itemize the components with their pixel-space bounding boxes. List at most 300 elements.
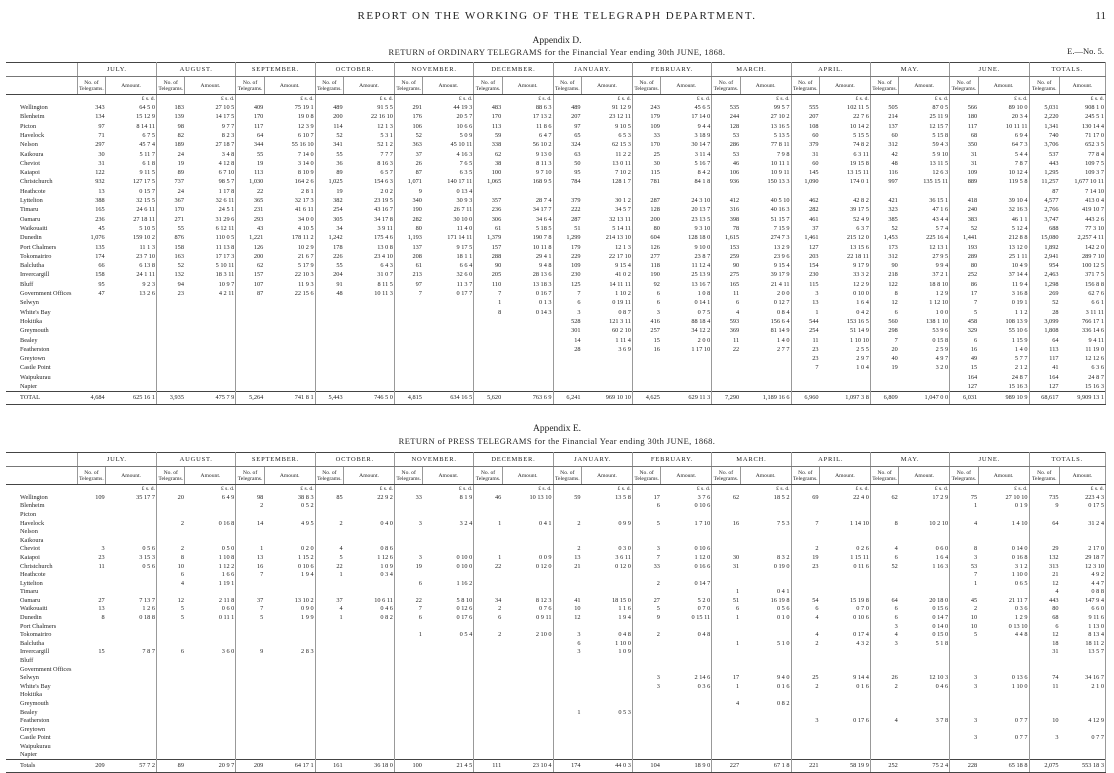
count-cell: 781 xyxy=(650,178,660,186)
amount-cell xyxy=(502,622,553,631)
amount-cell xyxy=(661,570,712,579)
station-name: Bluff xyxy=(20,280,34,288)
count-cell: 350 xyxy=(967,141,978,149)
count-cell: 37 xyxy=(415,150,422,158)
amount-cell: 6 5 7 xyxy=(344,168,395,177)
amount-cell: 6 3 6 xyxy=(1060,363,1106,372)
count-cell: 3 xyxy=(815,717,819,725)
amount-cell xyxy=(661,742,712,751)
count-column-header: No. of Telegrams. xyxy=(553,77,581,95)
amount-cell: 0 19 11 xyxy=(582,298,633,307)
count-cell: 116 xyxy=(888,169,898,177)
units-label: £ s. d. xyxy=(661,485,712,494)
count-cell: 3 xyxy=(815,290,819,298)
count-cell: 22 xyxy=(257,187,264,195)
total-count-cell: 6,809 xyxy=(870,391,898,404)
count-cell xyxy=(791,588,819,597)
amount-cell: 0 17 6 xyxy=(820,716,871,725)
station-name: Nelson xyxy=(20,141,38,149)
amount-cell: 0 15 6 xyxy=(899,605,950,614)
amount-cell: 55 10 6 xyxy=(978,326,1029,335)
count-cell xyxy=(791,373,819,382)
count-cell: 113 xyxy=(254,169,264,177)
count-cell xyxy=(870,536,898,545)
units-label: £ s. d. xyxy=(344,95,395,104)
amount-cell: 12 15 7 xyxy=(899,122,950,131)
amount-cell: 13 2 9 xyxy=(740,242,791,251)
count-cell: 207 xyxy=(809,113,819,121)
amount-cell: 0 15 0 xyxy=(899,631,950,640)
amount-cell: 154 6 3 xyxy=(344,177,395,186)
count-cell: 52 xyxy=(891,224,898,232)
amount-cell: 34 12 2 xyxy=(661,326,712,335)
count-cell: 2,463 xyxy=(1044,271,1059,279)
amount-cell: 10 11 8 xyxy=(502,242,553,251)
count-cell xyxy=(474,691,502,700)
count-cell: 5 xyxy=(180,614,184,622)
amount-cell xyxy=(423,725,474,734)
count-cell xyxy=(474,751,502,760)
amount-cell xyxy=(185,691,236,700)
amount-cell: 0 17 5 xyxy=(1060,502,1106,511)
count-cell: 64 xyxy=(1052,336,1059,344)
total-count-cell: 7,290 xyxy=(712,391,740,404)
amount-cell: 1 12 10 xyxy=(899,298,950,307)
count-cell: 64 xyxy=(891,596,898,604)
total-amount-cell: 57 7 2 xyxy=(106,759,157,772)
amount-cell xyxy=(344,510,395,519)
count-cell xyxy=(157,335,185,344)
amount-cell: 18 1 1 xyxy=(423,252,474,261)
table-row xyxy=(6,665,1106,674)
units-spacer xyxy=(791,485,819,494)
count-cell: 7 xyxy=(418,290,422,298)
count-cell: 6 xyxy=(418,614,422,622)
table-row xyxy=(6,215,1106,224)
count-cell xyxy=(394,317,422,326)
count-cell xyxy=(474,354,502,363)
amount-cell xyxy=(502,373,553,382)
amount-cell: 28 13 6 xyxy=(502,270,553,279)
count-cell xyxy=(870,656,898,665)
count-cell xyxy=(157,699,185,708)
count-cell xyxy=(315,308,343,317)
amount-cell: 109 3 7 xyxy=(1060,168,1106,177)
table-row xyxy=(6,149,1106,158)
count-cell: 9 xyxy=(260,648,264,656)
amount-cell: 59 4 3 xyxy=(899,140,950,149)
count-cell: 48 xyxy=(891,159,898,167)
count-cell xyxy=(553,751,581,760)
amount-cell xyxy=(106,527,157,536)
amount-cell: 23 13 5 xyxy=(661,215,712,224)
count-cell: 277 xyxy=(650,252,660,260)
units-label: £ s. d. xyxy=(423,485,474,494)
count-cell: 3,747 xyxy=(1044,215,1059,223)
amount-cell: 0 9 11 xyxy=(502,613,553,622)
amount-cell: 4 9 7 xyxy=(899,354,950,363)
units-label: £ s. d. xyxy=(264,485,315,494)
count-cell xyxy=(394,708,422,717)
amount-cell: 8 3 2 xyxy=(740,553,791,562)
count-cell xyxy=(870,665,898,674)
count-cell: 135 xyxy=(95,243,105,251)
amount-cell xyxy=(264,699,315,708)
amount-cell: 8 11 3 xyxy=(502,159,553,168)
count-cell xyxy=(315,639,343,648)
count-cell: 282 xyxy=(809,206,819,214)
count-cell xyxy=(712,502,740,511)
count-cell xyxy=(950,510,978,519)
amount-cell: 52 4 9 xyxy=(820,215,871,224)
count-cell: 6 xyxy=(498,614,502,622)
amount-cell: 45 6 5 xyxy=(661,103,712,112)
amount-cell xyxy=(185,335,236,344)
amount-cell: 0 15 11 xyxy=(661,613,712,622)
count-cell: 252 xyxy=(967,271,978,279)
station-name: Bluff xyxy=(20,657,34,665)
table-row xyxy=(6,596,1106,605)
count-cell: 59 xyxy=(494,131,502,139)
amount-cell xyxy=(423,588,474,597)
count-cell xyxy=(474,665,502,674)
count-cell: 340 xyxy=(412,197,422,205)
station-name: Havelock xyxy=(20,519,45,527)
total-amount-cell: 58 19 9 xyxy=(820,759,871,772)
amount-cell: 1 0 8 xyxy=(661,289,712,298)
count-cell xyxy=(394,345,422,354)
amount-cell xyxy=(185,527,236,536)
count-cell xyxy=(474,510,502,519)
count-cell: 62 xyxy=(494,150,502,158)
amount-column-header: Amount. xyxy=(264,467,315,485)
amount-cell xyxy=(582,502,633,511)
count-column-header: No. of Telegrams. xyxy=(791,467,819,485)
amount-column-header: Amount. xyxy=(582,77,633,95)
count-cell xyxy=(712,579,740,588)
amount-cell: 1 11 4 xyxy=(582,335,633,344)
count-cell: 3 xyxy=(577,648,581,656)
count-cell xyxy=(315,708,343,717)
amount-cell: 336 14 6 xyxy=(1060,326,1106,335)
count-cell: 4 xyxy=(339,545,343,553)
amount-cell: 212 8 8 xyxy=(978,233,1029,242)
units-label: £ s. d. xyxy=(423,95,474,104)
count-cell xyxy=(950,742,978,751)
amount-cell xyxy=(264,639,315,648)
amount-cell: 25 1 11 xyxy=(978,252,1029,261)
amount-cell xyxy=(978,665,1029,674)
amount-cell: 1 2 9 xyxy=(899,289,950,298)
sub-header-row xyxy=(6,467,1106,485)
count-cell: 200 xyxy=(650,215,660,223)
count-cell: 458 xyxy=(967,317,978,325)
total-count-cell: 252 xyxy=(870,759,898,772)
count-cell: 1 xyxy=(973,579,978,587)
count-cell: 55 xyxy=(177,224,184,232)
count-cell xyxy=(553,716,581,725)
station-name: Tokomairiro xyxy=(20,631,52,639)
amount-cell: 5 15 8 xyxy=(899,131,950,140)
amount-cell xyxy=(502,691,553,700)
amount-cell xyxy=(264,691,315,700)
count-cell: 17 xyxy=(653,493,660,501)
station-name: Selwyn xyxy=(20,299,39,307)
totals-row xyxy=(6,759,1106,772)
count-cell xyxy=(950,588,978,597)
amount-cell xyxy=(899,734,950,743)
station-name: Featherston xyxy=(20,717,50,725)
amount-cell: 1 7 10 xyxy=(661,519,712,528)
amount-cell xyxy=(899,742,950,751)
amount-cell xyxy=(344,527,395,536)
amount-cell: 40 5 10 xyxy=(740,196,791,205)
amount-cell: 7 8 7 xyxy=(978,159,1029,168)
count-cell: 100 xyxy=(491,169,502,177)
amount-cell: 0 10 6 xyxy=(264,562,315,571)
count-cell xyxy=(157,308,185,317)
amount-cell: 81 14 9 xyxy=(740,326,791,335)
amount-cell: 17 14 0 xyxy=(661,112,712,121)
amount-cell: 5 16 7 xyxy=(661,159,712,168)
count-cell xyxy=(712,751,740,760)
count-cell xyxy=(77,354,105,363)
amount-cell xyxy=(899,382,950,391)
amount-cell xyxy=(106,631,157,640)
count-cell: 37 xyxy=(336,596,343,604)
count-cell xyxy=(157,751,185,760)
amount-cell xyxy=(740,354,791,363)
amount-cell: 1,677 10 11 xyxy=(1060,177,1106,186)
count-cell xyxy=(712,648,740,657)
amount-cell: 1 10 8 xyxy=(185,553,236,562)
units-spacer xyxy=(315,485,343,494)
amount-cell: 1 9 9 xyxy=(264,613,315,622)
count-cell: 3 xyxy=(973,734,978,742)
amount-cell: 18 8 10 xyxy=(899,280,950,289)
amount-cell: 3 6 11 xyxy=(582,553,633,562)
amount-cell: 5 13 5 xyxy=(740,131,791,140)
station-name: Christchurch xyxy=(20,562,53,570)
amount-cell xyxy=(185,708,236,717)
amount-cell xyxy=(661,382,712,391)
count-cell: 7 xyxy=(973,299,978,307)
amount-cell xyxy=(502,682,553,691)
count-cell xyxy=(474,622,502,631)
amount-cell xyxy=(661,751,712,760)
count-cell xyxy=(474,345,502,354)
count-cell: 126 xyxy=(650,243,660,251)
amount-cell xyxy=(502,527,553,536)
amount-cell: 30 9 3 xyxy=(423,196,474,205)
count-cell: 22 xyxy=(732,345,740,353)
units-spacer xyxy=(6,485,77,494)
count-cell: 53 xyxy=(970,562,978,570)
amount-cell xyxy=(740,751,791,760)
count-column-header: No. of Telegrams. xyxy=(950,77,978,95)
count-cell xyxy=(236,665,264,674)
table-row xyxy=(6,335,1106,344)
amount-cell xyxy=(978,751,1029,760)
total-count-cell: 89 xyxy=(157,759,185,772)
count-cell: 117 xyxy=(967,122,978,130)
amount-cell xyxy=(1060,725,1106,734)
count-cell xyxy=(394,363,422,372)
count-cell xyxy=(1029,527,1060,536)
count-cell xyxy=(553,742,581,751)
count-cell: 286 xyxy=(729,141,740,149)
amount-cell: 10 9 11 xyxy=(740,168,791,177)
amount-cell: 4 12 9 xyxy=(1060,716,1106,725)
total-amount-cell: 553 18 3 xyxy=(1060,759,1106,772)
count-cell xyxy=(394,639,422,648)
amount-cell xyxy=(899,187,950,196)
amount-cell: 225 16 4 xyxy=(899,233,950,242)
amount-cell xyxy=(740,725,791,734)
table-row xyxy=(6,742,1106,751)
count-cell: 7 xyxy=(973,571,978,579)
amount-cell xyxy=(502,588,553,597)
count-cell: 231 xyxy=(253,206,264,214)
table-row xyxy=(6,131,1106,140)
count-column-header: No. of Telegrams. xyxy=(77,467,105,485)
amount-cell xyxy=(344,656,395,665)
amount-cell: 1 12 6 xyxy=(344,553,395,562)
amount-cell xyxy=(582,725,633,734)
station-name: Hokitika xyxy=(20,317,43,325)
count-cell xyxy=(157,742,185,751)
count-cell xyxy=(1029,725,1060,734)
count-cell xyxy=(1029,751,1060,760)
count-cell: 22 xyxy=(336,562,343,570)
amount-cell xyxy=(106,682,157,691)
amount-cell: 9 7 7 xyxy=(185,122,236,131)
count-cell xyxy=(77,699,105,708)
count-cell: 28 xyxy=(1052,308,1059,316)
station-name: Wellington xyxy=(20,493,48,501)
amount-cell xyxy=(1060,536,1106,545)
count-cell xyxy=(236,631,264,640)
amount-cell xyxy=(978,588,1029,597)
amount-cell: 17 17 3 xyxy=(185,252,236,261)
count-cell: 17 xyxy=(970,290,978,298)
table-row xyxy=(6,527,1106,536)
station-header xyxy=(6,453,77,467)
count-cell xyxy=(950,536,978,545)
count-column-header: No. of Telegrams. xyxy=(236,77,264,95)
amount-cell xyxy=(185,308,236,317)
count-cell: 4 xyxy=(894,717,898,725)
amount-cell xyxy=(820,725,871,734)
amount-cell: 7 8 7 xyxy=(106,648,157,657)
table-row xyxy=(6,691,1106,700)
count-cell: 3 xyxy=(418,519,422,527)
count-cell: 254 xyxy=(809,327,819,335)
count-cell: 16 xyxy=(732,519,740,527)
table-row xyxy=(6,588,1106,597)
amount-cell xyxy=(344,708,395,717)
count-cell: 86 xyxy=(970,280,978,288)
amount-cell xyxy=(820,751,871,760)
total-amount-cell: 625 16 1 xyxy=(106,391,157,404)
amount-cell xyxy=(264,308,315,317)
count-cell xyxy=(236,363,264,372)
count-cell: 109 xyxy=(650,122,660,130)
amount-cell xyxy=(423,536,474,545)
count-cell xyxy=(553,725,581,734)
count-cell: 3 xyxy=(973,682,978,690)
amount-cell: 0 11 6 xyxy=(820,562,871,571)
count-cell: 2 xyxy=(577,519,581,527)
amount-cell xyxy=(661,648,712,657)
amount-cell xyxy=(502,335,553,344)
amount-cell xyxy=(185,631,236,640)
amount-cell xyxy=(423,502,474,511)
amount-cell: 32 16 3 xyxy=(978,205,1029,214)
amount-cell: 9 10 0 xyxy=(661,242,712,251)
count-cell xyxy=(791,734,819,743)
units-spacer xyxy=(1029,485,1060,494)
units-spacer xyxy=(77,485,105,494)
count-cell: 1,071 xyxy=(407,178,422,186)
total-count-cell: 161 xyxy=(315,759,343,772)
month-header: JULY. xyxy=(77,453,156,467)
count-cell: 1,299 xyxy=(566,234,581,242)
amount-cell xyxy=(582,363,633,372)
total-count-cell: 5,620 xyxy=(474,391,502,404)
amount-cell xyxy=(423,699,474,708)
month-header-row xyxy=(6,453,1106,467)
table-row xyxy=(6,363,1106,372)
amount-cell: 142 2 0 xyxy=(1060,242,1106,251)
count-cell: 3 xyxy=(894,622,898,630)
amount-column-header: Amount. xyxy=(502,467,553,485)
count-cell: 87 xyxy=(1052,187,1059,195)
count-cell: 230 xyxy=(809,271,819,279)
amount-cell: 5 1 0 xyxy=(740,639,791,648)
totals-row xyxy=(6,391,1106,404)
count-cell: 49 xyxy=(970,355,978,363)
amount-cell: 34 6 4 xyxy=(502,215,553,224)
units-spacer xyxy=(394,485,422,494)
amount-cell: 9 15 4 xyxy=(740,261,791,270)
amount-cell xyxy=(264,673,315,682)
count-cell: 1 xyxy=(577,708,581,716)
amount-cell: 2 17 0 xyxy=(1060,545,1106,554)
table-row xyxy=(6,103,1106,112)
count-cell: 6 xyxy=(894,553,898,561)
amount-cell xyxy=(582,699,633,708)
amount-column-header: Amount. xyxy=(185,77,236,95)
count-cell xyxy=(632,639,660,648)
count-cell: 5 xyxy=(973,308,978,316)
count-cell xyxy=(632,699,660,708)
count-cell: 282 xyxy=(412,215,422,223)
count-cell: 165 xyxy=(95,206,105,214)
amount-cell: 6 4 7 xyxy=(502,131,553,140)
amount-cell xyxy=(185,345,236,354)
amount-cell xyxy=(344,716,395,725)
count-cell xyxy=(77,639,105,648)
amount-cell xyxy=(582,527,633,536)
count-cell xyxy=(791,742,819,751)
amount-cell: 2 0 0 xyxy=(740,289,791,298)
count-cell: 164 xyxy=(967,373,978,381)
amount-cell xyxy=(978,725,1029,734)
page-number: 11 xyxy=(1095,10,1106,22)
appendix-d-table-number: E.—No. 5. xyxy=(1067,46,1104,56)
count-cell xyxy=(315,742,343,751)
